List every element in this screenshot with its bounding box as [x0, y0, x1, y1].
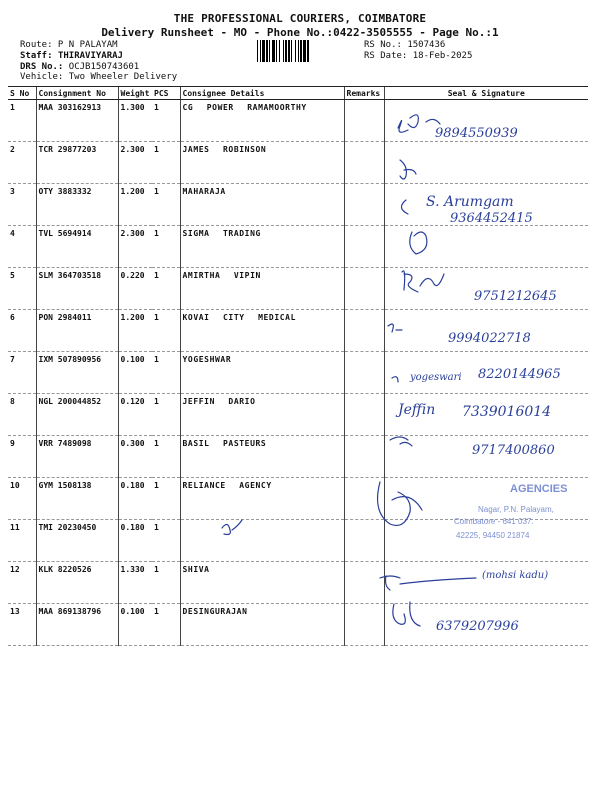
row-consignment-no: OTY 3883332 — [36, 184, 118, 226]
barcode-bar — [291, 40, 292, 62]
row-weight: 0.180 — [118, 478, 152, 520]
table-row — [8, 478, 588, 520]
handwriting-r1: 9894550939 — [435, 126, 518, 141]
row-weight: 1.200 — [118, 310, 152, 352]
row-remarks — [344, 268, 384, 310]
col-consignee: Consignee Details — [180, 87, 344, 100]
row-sno: 1 — [8, 100, 36, 142]
row-consignee: AMIRTHA VIPIN — [180, 268, 344, 310]
col-sno: S No — [8, 87, 36, 100]
barcode-bar — [279, 40, 280, 62]
barcode-bar — [272, 40, 275, 62]
stamp-line-2: Nagar, P.N. Palayam, — [478, 505, 554, 514]
row-remarks — [344, 310, 384, 352]
row-pcs: 1 — [152, 604, 180, 646]
row-consignee: YOGESHWAR — [180, 352, 344, 394]
handwriting-r8a: Jeffin — [398, 402, 436, 418]
barcode-bar — [262, 40, 265, 62]
barcode-bar — [283, 40, 284, 62]
drs-number: OCJB150743601 — [68, 62, 140, 72]
row-consignment-no: NGL 200044852 — [36, 394, 118, 436]
handwriting-r9: 9717400860 — [472, 443, 555, 458]
row-consignment-no: PON 2984011 — [36, 310, 118, 352]
row-sno: 13 — [8, 604, 36, 646]
handwriting-r3b: 9364452415 — [450, 211, 533, 226]
row-weight: 0.220 — [118, 268, 152, 310]
staff-line — [20, 51, 123, 62]
row-pcs: 1 — [152, 352, 180, 394]
col-consignment: Consignment No — [36, 87, 118, 100]
table-row — [8, 436, 588, 478]
handwriting-r5: 9751212645 — [474, 289, 557, 304]
row-consignment-no: KLK 8220526 — [36, 562, 118, 604]
table-row — [8, 604, 588, 646]
row-sno: 5 — [8, 268, 36, 310]
handwriting-r7b: 8220144965 — [478, 367, 561, 382]
row-consignment-no: TCR 29877203 — [36, 142, 118, 184]
row-weight: 0.300 — [118, 436, 152, 478]
stamp-line-1: AGENCIES — [510, 483, 568, 495]
row-consignee: CG POWER RAMAMOORTHY — [180, 100, 344, 142]
staff-label: Staff: — [20, 51, 53, 61]
row-remarks — [344, 394, 384, 436]
row-remarks — [344, 184, 384, 226]
barcode-image — [257, 40, 357, 62]
row-weight: 0.100 — [118, 352, 152, 394]
row-remarks — [344, 520, 384, 562]
table-row — [8, 310, 588, 352]
table-row — [8, 562, 588, 604]
drs-label: DRS No.: — [20, 62, 64, 72]
row-seal-signature — [384, 184, 588, 226]
row-remarks — [344, 436, 384, 478]
table-row — [8, 394, 588, 436]
barcode-bar — [257, 40, 258, 62]
table-row — [8, 226, 588, 268]
row-seal-signature — [384, 478, 588, 520]
row-seal-signature — [384, 604, 588, 646]
barcode-bar — [288, 40, 290, 62]
table-row — [8, 268, 588, 310]
company-title: THE PROFESSIONAL COURIERS, COIMBATORE — [173, 12, 427, 25]
handwriting-r3a: S. Arumgam — [426, 194, 514, 210]
runsheet-subtitle: Delivery Runsheet - MO - Phone No.:0422-3505555 - Page No.:1 — [101, 26, 499, 39]
handwriting-r13: 6379207996 — [436, 619, 519, 634]
row-sno: 9 — [8, 436, 36, 478]
barcode-bar — [307, 40, 309, 62]
stamp-line-3: Coimbatore - 641 037. — [454, 517, 534, 526]
row-consignment-no: IXM 507890956 — [36, 352, 118, 394]
row-seal-signature — [384, 226, 588, 268]
row-consignee: DESINGURAJAN — [180, 604, 344, 646]
runsheet-table — [8, 86, 588, 646]
row-seal-signature — [384, 142, 588, 184]
row-consignee — [180, 520, 344, 562]
row-seal-signature — [384, 562, 588, 604]
table-row — [8, 142, 588, 184]
barcode-bar — [260, 40, 261, 62]
route-label: Route: P N PALAYAM — [20, 40, 118, 50]
col-remarks: Remarks — [344, 87, 384, 100]
row-sno: 12 — [8, 562, 36, 604]
row-seal-signature — [384, 394, 588, 436]
row-consignment-no: SLM 364703518 — [36, 268, 118, 310]
row-pcs: 1 — [152, 100, 180, 142]
table-row — [8, 184, 588, 226]
row-remarks — [344, 352, 384, 394]
row-consignment-no: MAA 303162913 — [36, 100, 118, 142]
col-weight: Weight — [118, 87, 152, 100]
row-pcs: 1 — [152, 562, 180, 604]
staff-name: THIRAVIYARAJ — [57, 51, 123, 61]
vehicle-type: Vehicle: Two Wheeler Delivery — [20, 72, 178, 82]
stamp-line-4: 42225, 94450 21874 — [456, 531, 530, 540]
row-consignee: JAMES ROBINSON — [180, 142, 344, 184]
row-consignee: SHIVA — [180, 562, 344, 604]
row-weight: 0.180 — [118, 520, 152, 562]
table-header-row — [8, 87, 588, 100]
row-consignee: BASIL PASTEURS — [180, 436, 344, 478]
handwriting-r6: 9994022718 — [448, 331, 531, 346]
row-sno: 4 — [8, 226, 36, 268]
row-consignment-no: VRR 7489098 — [36, 436, 118, 478]
table-row — [8, 520, 588, 562]
row-pcs: 1 — [152, 226, 180, 268]
row-pcs: 1 — [152, 436, 180, 478]
row-remarks — [344, 226, 384, 268]
row-weight: 1.330 — [118, 562, 152, 604]
barcode-bar — [298, 40, 299, 62]
col-seal-signature: Seal & Signature — [384, 87, 588, 100]
row-consignee: MAHARAJA — [180, 184, 344, 226]
barcode-bar — [276, 40, 277, 62]
row-remarks — [344, 562, 384, 604]
row-consignment-no: TVL 5694914 — [36, 226, 118, 268]
row-sno: 6 — [8, 310, 36, 352]
row-pcs: 1 — [152, 142, 180, 184]
row-remarks — [344, 478, 384, 520]
barcode-bar — [300, 40, 302, 62]
row-weight: 1.300 — [118, 100, 152, 142]
barcode-bar — [269, 40, 270, 62]
row-weight: 1.200 — [118, 184, 152, 226]
row-sno: 3 — [8, 184, 36, 226]
row-seal-signature — [384, 310, 588, 352]
row-sno: 7 — [8, 352, 36, 394]
row-seal-signature — [384, 100, 588, 142]
row-pcs: 1 — [152, 478, 180, 520]
row-seal-signature — [384, 352, 588, 394]
handwriting-r7a: yogeswari — [410, 372, 462, 383]
handwriting-r8b: 7339016014 — [462, 404, 552, 420]
row-consignee: KOVAI CITY MEDICAL — [180, 310, 344, 352]
row-weight: 2.300 — [118, 142, 152, 184]
row-consignee: JEFFIN DARIO — [180, 394, 344, 436]
row-pcs: 1 — [152, 268, 180, 310]
row-remarks — [344, 142, 384, 184]
rs-number: RS No.: 1507436 — [364, 40, 446, 50]
row-remarks — [344, 604, 384, 646]
barcode-bar — [266, 40, 268, 62]
barcode-bar — [295, 40, 296, 62]
row-consignment-no: GYM 1508138 — [36, 478, 118, 520]
row-consignment-no: TMI 20230450 — [36, 520, 118, 562]
row-seal-signature — [384, 520, 588, 562]
row-weight: 2.300 — [118, 226, 152, 268]
row-weight: 0.120 — [118, 394, 152, 436]
row-sno: 2 — [8, 142, 36, 184]
row-weight: 0.100 — [118, 604, 152, 646]
rs-date: RS Date: 18-Feb-2025 — [364, 51, 473, 61]
row-pcs: 1 — [152, 394, 180, 436]
barcode-bar — [285, 40, 287, 62]
table-row — [8, 100, 588, 142]
row-sno: 11 — [8, 520, 36, 562]
row-consignee: RELIANCE AGENCY — [180, 478, 344, 520]
row-consignee: SIGMA TRADING — [180, 226, 344, 268]
row-sno: 10 — [8, 478, 36, 520]
row-seal-signature — [384, 268, 588, 310]
row-sno: 8 — [8, 394, 36, 436]
row-remarks — [344, 100, 384, 142]
barcode-bar — [303, 40, 306, 62]
row-consignment-no: MAA 869138796 — [36, 604, 118, 646]
row-pcs: 1 — [152, 310, 180, 352]
row-pcs: 1 — [152, 520, 180, 562]
col-pcs: PCS — [152, 87, 180, 100]
row-pcs: 1 — [152, 184, 180, 226]
handwriting-r12: (mohsi kadu) — [482, 570, 549, 581]
table-row — [8, 352, 588, 394]
row-seal-signature — [384, 436, 588, 478]
